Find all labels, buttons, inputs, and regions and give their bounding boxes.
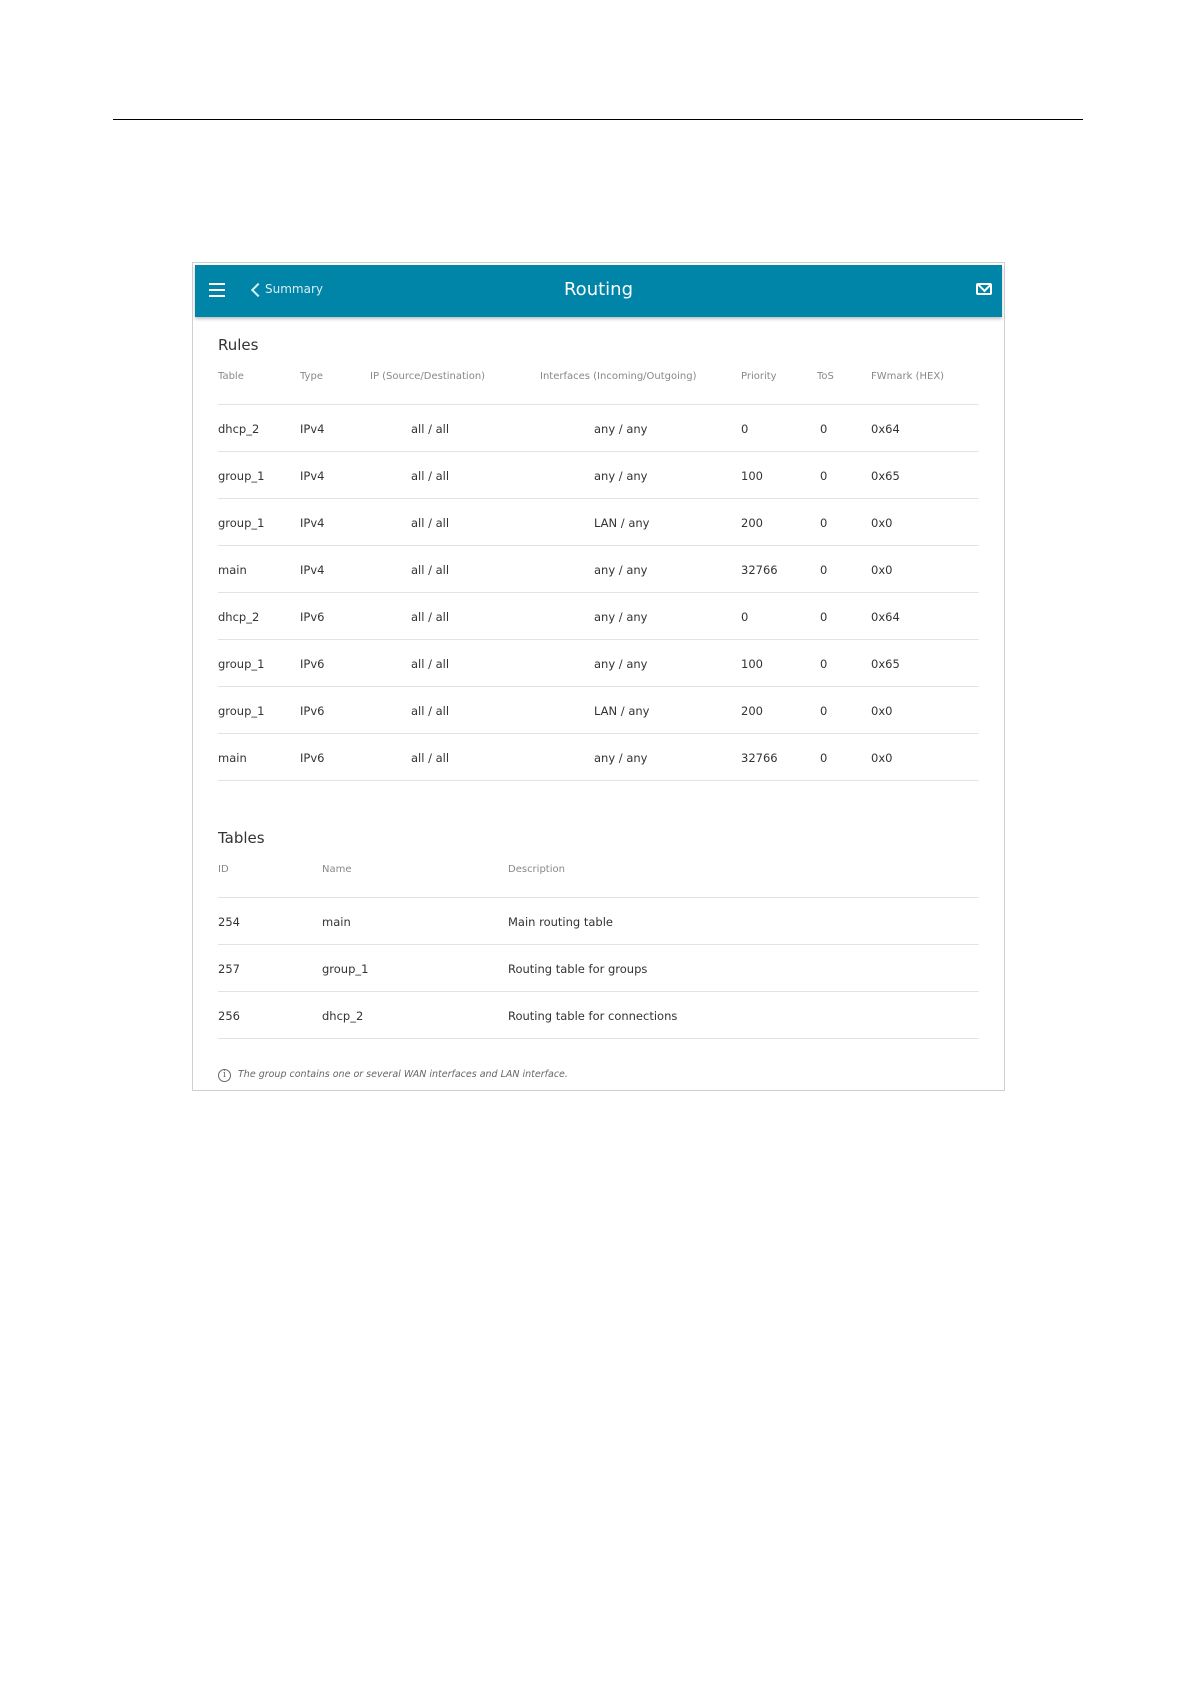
page-title: Routing (563, 279, 633, 300)
cell-name: group_1 (322, 962, 369, 976)
cell-tos: 0 (820, 751, 828, 765)
col-header-ip: IP (Source/Destination) (370, 371, 486, 382)
tables-table-header (218, 850, 979, 898)
mail-icon[interactable] (976, 283, 992, 295)
tables-row[interactable] (218, 992, 979, 1039)
cell-fwmark: 0x0 (871, 563, 893, 577)
tables-row[interactable] (218, 898, 979, 945)
cell-id: 257 (218, 962, 240, 976)
cell-interfaces: any / any (594, 469, 648, 483)
cell-priority: 200 (741, 516, 763, 530)
rules-table (218, 357, 979, 781)
cell-type: IPv6 (300, 704, 325, 718)
col-header-interfaces: Interfaces (Incoming/Outgoing) (540, 371, 697, 382)
cell-type: IPv6 (300, 610, 325, 624)
cell-id: 254 (218, 915, 240, 929)
rules-row[interactable] (218, 546, 979, 593)
routing-window (192, 262, 1005, 1091)
cell-ip: all / all (411, 563, 450, 577)
cell-ip: all / all (411, 610, 450, 624)
cell-interfaces: LAN / any (594, 516, 650, 530)
routing-tables-table (218, 850, 979, 1039)
rules-row[interactable] (218, 452, 979, 499)
cell-table: group_1 (218, 516, 265, 530)
rules-row[interactable] (218, 640, 979, 687)
col-header-priority: Priority (741, 371, 777, 382)
cell-fwmark: 0x0 (871, 704, 893, 718)
cell-table: main (218, 563, 247, 577)
col-header-tos: ToS (817, 371, 834, 382)
cell-priority: 200 (741, 704, 763, 718)
cell-tos: 0 (820, 516, 828, 530)
cell-ip: all / all (411, 657, 450, 671)
cell-interfaces: LAN / any (594, 704, 650, 718)
cell-type: IPv4 (300, 469, 325, 483)
cell-fwmark: 0x0 (871, 516, 893, 530)
top-bar (195, 265, 1002, 317)
col-header-table: Table (218, 371, 244, 382)
cell-type: IPv6 (300, 657, 325, 671)
cell-type: IPv4 (300, 516, 325, 530)
cell-id: 256 (218, 1009, 240, 1023)
col-header-description: Description (508, 864, 565, 875)
rules-row[interactable] (218, 687, 979, 734)
cell-tos: 0 (820, 610, 828, 624)
col-header-name: Name (322, 864, 352, 875)
cell-interfaces: any / any (594, 610, 648, 624)
cell-description: Routing table for connections (508, 1009, 678, 1023)
page-top-rule (113, 119, 1083, 120)
rules-table-header (218, 357, 979, 405)
cell-fwmark: 0x0 (871, 751, 893, 765)
info-icon: i (218, 1069, 231, 1082)
rules-row[interactable] (218, 405, 979, 452)
cell-priority: 0 (741, 610, 749, 624)
cell-tos: 0 (820, 704, 828, 718)
cell-priority: 100 (741, 657, 763, 671)
cell-table: group_1 (218, 469, 265, 483)
cell-priority: 0 (741, 422, 749, 436)
cell-priority: 32766 (741, 751, 778, 765)
cell-table: main (218, 751, 247, 765)
cell-fwmark: 0x65 (871, 657, 900, 671)
cell-fwmark: 0x64 (871, 610, 900, 624)
col-header-fwmark: FWmark (HEX) (871, 371, 945, 382)
cell-description: Main routing table (508, 915, 613, 929)
tables-row[interactable] (218, 945, 979, 992)
col-header-id: ID (218, 864, 229, 875)
cell-table: dhcp_2 (218, 422, 260, 436)
rules-row[interactable] (218, 499, 979, 546)
back-summary-link[interactable]: Summary (265, 282, 323, 296)
cell-description: Routing table for groups (508, 962, 648, 976)
cell-priority: 32766 (741, 563, 778, 577)
cell-ip: all / all (411, 704, 450, 718)
cell-type: IPv4 (300, 422, 325, 436)
cell-tos: 0 (820, 657, 828, 671)
cell-type: IPv6 (300, 751, 325, 765)
cell-priority: 100 (741, 469, 763, 483)
cell-name: dhcp_2 (322, 1009, 364, 1023)
cell-ip: all / all (411, 422, 450, 436)
note-text: The group contains one or several WAN interfaces and LAN interface. (238, 1069, 568, 1080)
col-header-type: Type (300, 371, 323, 382)
cell-ip: all / all (411, 469, 450, 483)
cell-type: IPv4 (300, 563, 325, 577)
cell-interfaces: any / any (594, 751, 648, 765)
cell-interfaces: any / any (594, 657, 648, 671)
cell-tos: 0 (820, 563, 828, 577)
rules-section-title: Rules (218, 336, 259, 354)
cell-fwmark: 0x64 (871, 422, 900, 436)
cell-tos: 0 (820, 469, 828, 483)
cell-fwmark: 0x65 (871, 469, 900, 483)
tables-section-title: Tables (218, 829, 265, 847)
cell-ip: all / all (411, 751, 450, 765)
rules-row[interactable] (218, 593, 979, 640)
cell-tos: 0 (820, 422, 828, 436)
cell-table: dhcp_2 (218, 610, 260, 624)
cell-interfaces: any / any (594, 563, 648, 577)
cell-name: main (322, 915, 351, 929)
rules-row[interactable] (218, 734, 979, 781)
cell-table: group_1 (218, 704, 265, 718)
cell-interfaces: any / any (594, 422, 648, 436)
cell-ip: all / all (411, 516, 450, 530)
cell-table: group_1 (218, 657, 265, 671)
